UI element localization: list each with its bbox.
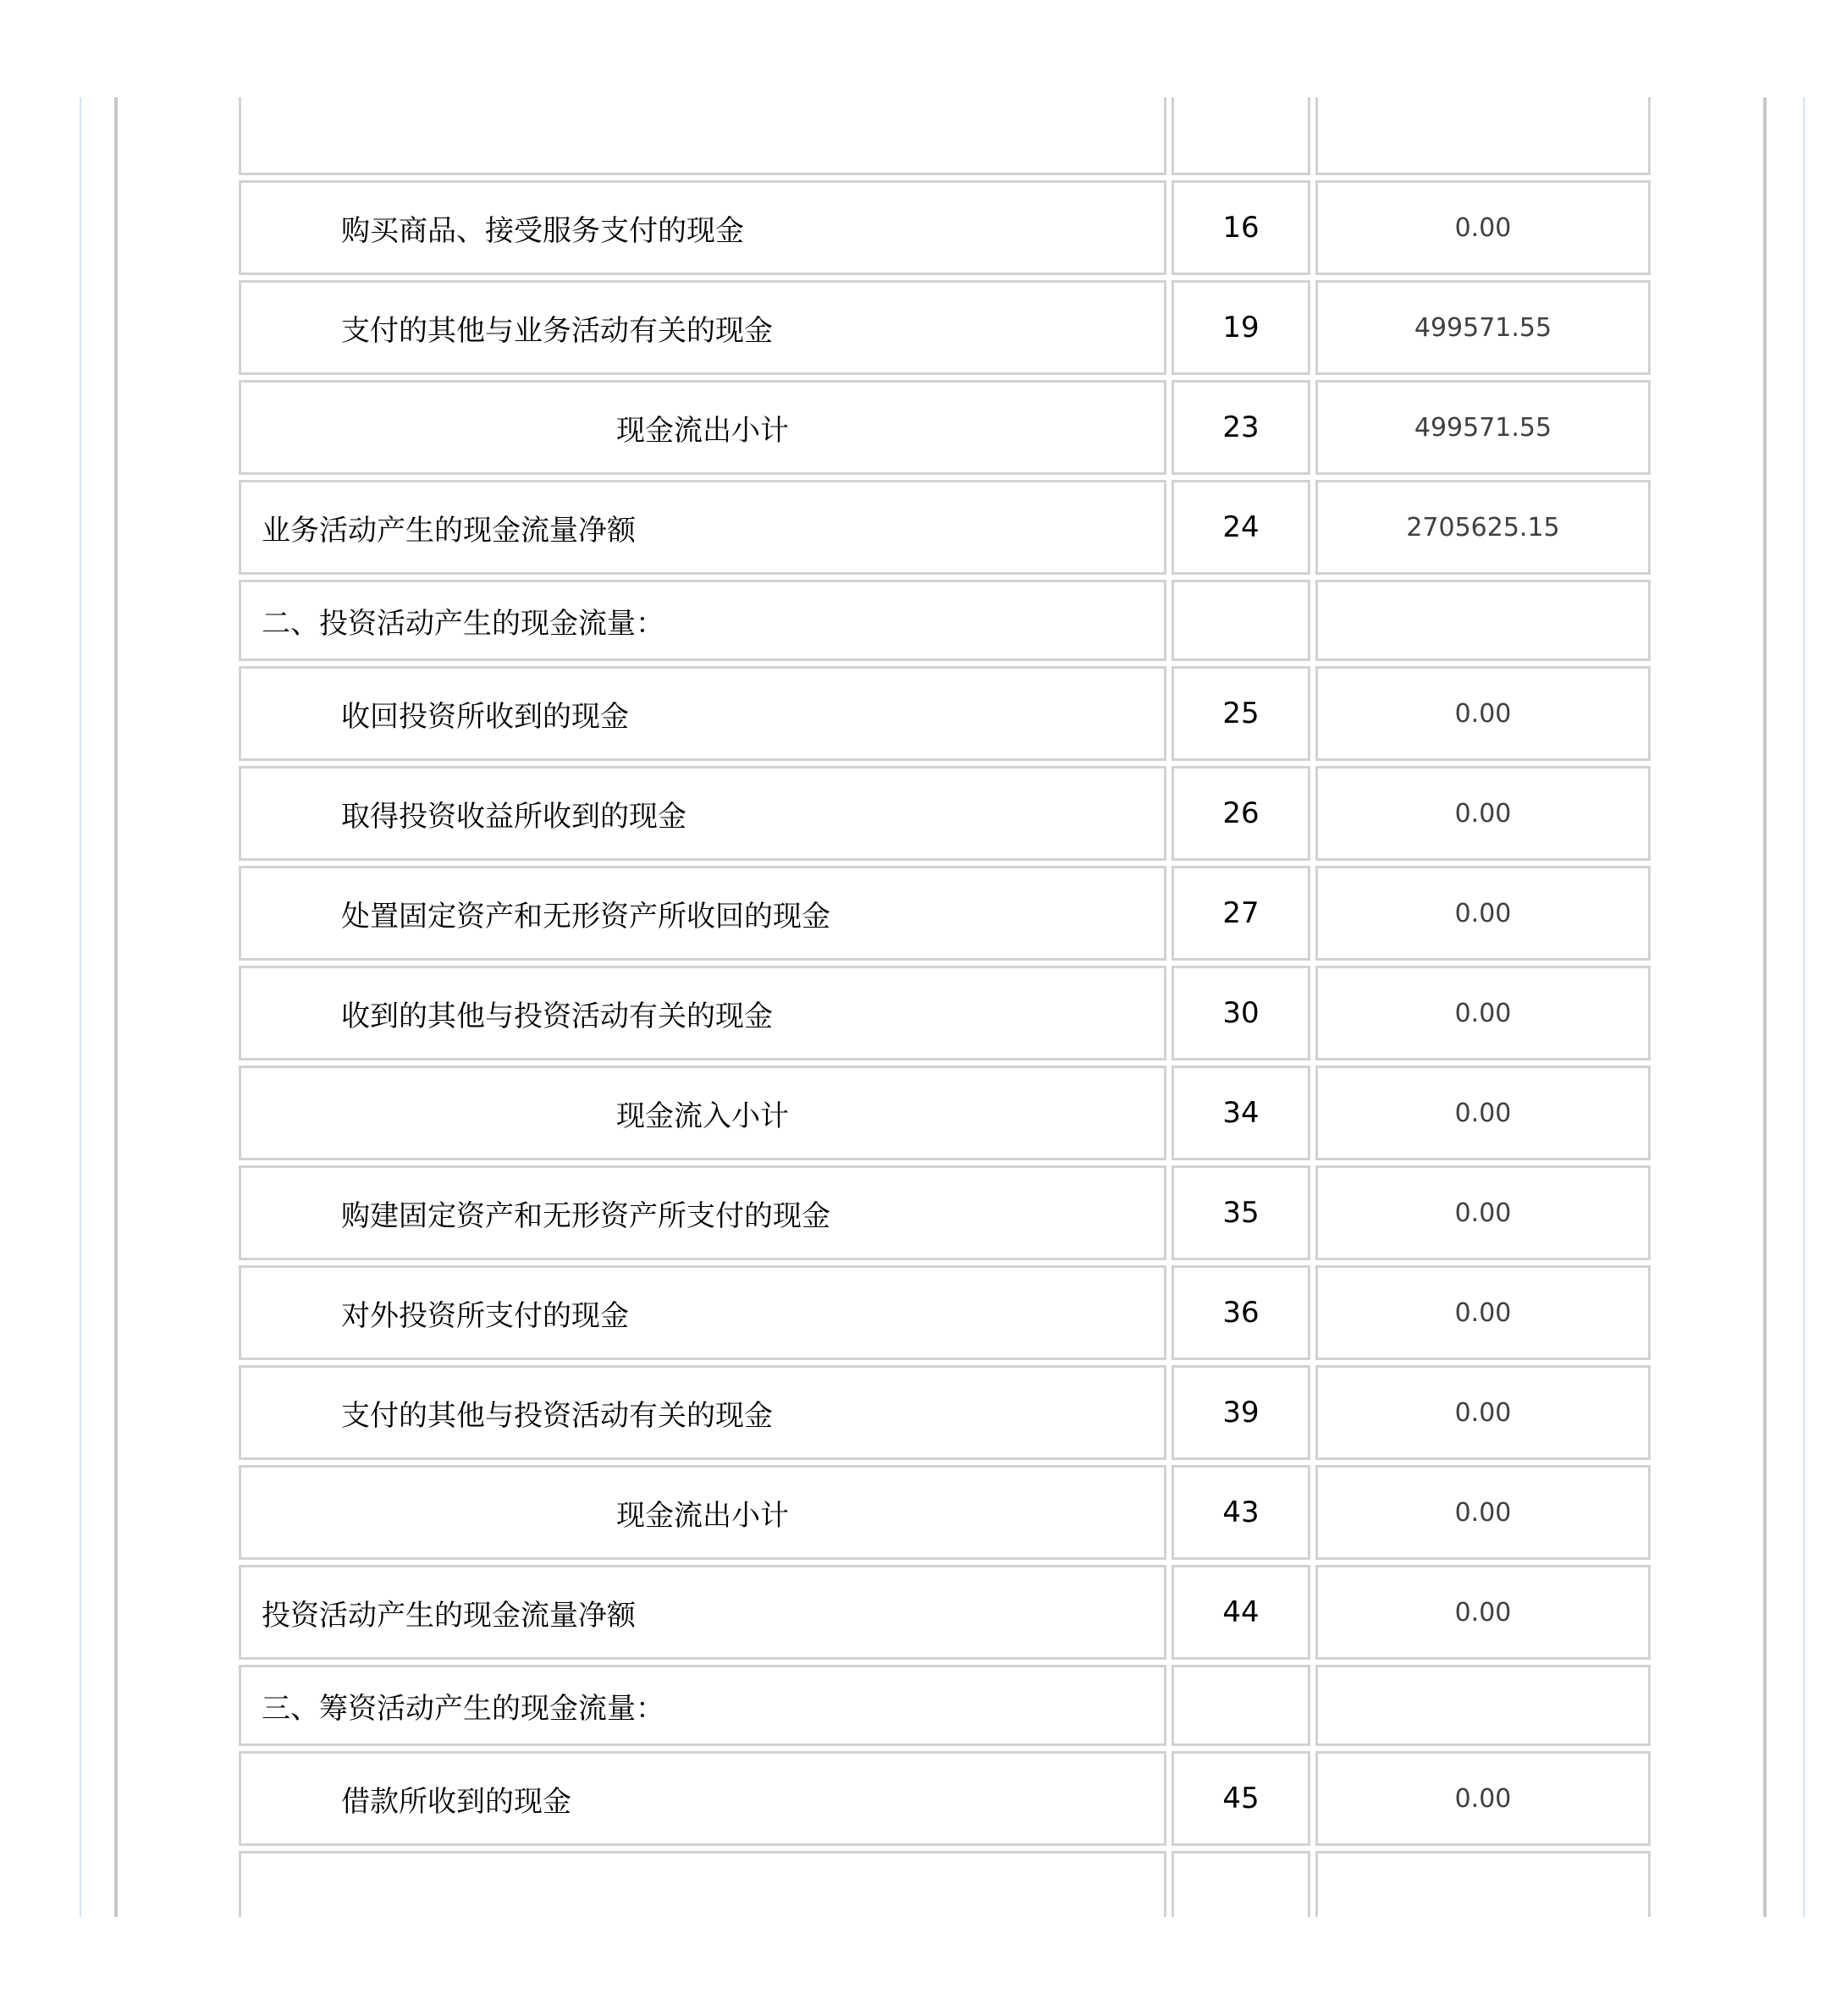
line-number-cell xyxy=(1172,1665,1310,1746)
table-row xyxy=(239,97,1651,175)
table-row xyxy=(239,766,1651,861)
amount-cell: 0.00 xyxy=(1315,1365,1651,1460)
item-cell: 取得投资收益所收到的现金 xyxy=(239,766,1166,861)
table-row xyxy=(239,666,1651,761)
item-cell xyxy=(239,97,1166,175)
line-number-cell xyxy=(1172,580,1310,661)
cash-flow-table-viewport xyxy=(234,97,1656,1917)
line-number-cell xyxy=(1172,1851,1310,1917)
table-row xyxy=(239,1565,1651,1660)
line-number-cell: 16 xyxy=(1172,180,1310,275)
table-row xyxy=(239,580,1651,661)
line-number-cell: 30 xyxy=(1172,966,1310,1060)
item-cell xyxy=(239,1851,1166,1917)
amount-cell: 0.00 xyxy=(1315,180,1651,275)
amount-cell: 0.00 xyxy=(1315,766,1651,861)
table-row xyxy=(239,1365,1651,1460)
line-number-cell: 27 xyxy=(1172,866,1310,961)
item-cell: 三、筹资活动产生的现金流量： xyxy=(239,1665,1166,1746)
item-cell: 现金流出小计 xyxy=(239,1465,1166,1560)
amount-cell: 0.00 xyxy=(1315,1565,1651,1660)
amount-cell: 499571.55 xyxy=(1315,280,1651,375)
line-number-cell: 45 xyxy=(1172,1751,1310,1846)
table-row xyxy=(239,1066,1651,1160)
page-border-left xyxy=(80,97,81,1917)
line-number-cell: 36 xyxy=(1172,1265,1310,1360)
item-cell: 对外投资所支付的现金 xyxy=(239,1265,1166,1360)
amount-cell: 499571.55 xyxy=(1315,380,1651,475)
line-number-cell: 26 xyxy=(1172,766,1310,861)
item-cell: 支付的其他与投资活动有关的现金 xyxy=(239,1365,1166,1460)
item-cell: 支付的其他与业务活动有关的现金 xyxy=(239,280,1166,375)
table-row xyxy=(239,866,1651,961)
amount-cell: 0.00 xyxy=(1315,1751,1651,1846)
item-cell: 二、投资活动产生的现金流量： xyxy=(239,580,1166,661)
amount-cell: 0.00 xyxy=(1315,1265,1651,1360)
cash-flow-table-body xyxy=(239,97,1651,1917)
amount-cell: 0.00 xyxy=(1315,1066,1651,1160)
table-row xyxy=(239,1665,1651,1746)
line-number-cell xyxy=(1172,97,1310,175)
amount-cell xyxy=(1315,1851,1651,1917)
line-number-cell: 39 xyxy=(1172,1365,1310,1460)
item-cell: 投资活动产生的现金流量净额 xyxy=(239,1565,1166,1660)
line-number-cell: 19 xyxy=(1172,280,1310,375)
table-row xyxy=(239,480,1651,575)
item-cell: 购买商品、接受服务支付的现金 xyxy=(239,180,1166,275)
item-cell: 收回投资所收到的现金 xyxy=(239,666,1166,761)
amount-cell xyxy=(1315,1665,1651,1746)
item-cell: 现金流出小计 xyxy=(239,380,1166,475)
item-cell: 业务活动产生的现金流量净额 xyxy=(239,480,1166,575)
item-cell: 现金流入小计 xyxy=(239,1066,1166,1160)
amount-cell xyxy=(1315,580,1651,661)
line-number-cell: 25 xyxy=(1172,666,1310,761)
table-row xyxy=(239,1465,1651,1560)
content-border-right xyxy=(1763,97,1767,1917)
item-cell: 收到的其他与投资活动有关的现金 xyxy=(239,966,1166,1060)
item-cell: 购建固定资产和无形资产所支付的现金 xyxy=(239,1165,1166,1260)
line-number-cell: 35 xyxy=(1172,1165,1310,1260)
line-number-cell: 43 xyxy=(1172,1465,1310,1560)
item-cell: 处置固定资产和无形资产所收回的现金 xyxy=(239,866,1166,961)
table-row xyxy=(239,280,1651,375)
amount-cell: 0.00 xyxy=(1315,666,1651,761)
item-cell: 借款所收到的现金 xyxy=(239,1751,1166,1846)
amount-cell: 0.00 xyxy=(1315,866,1651,961)
line-number-cell: 34 xyxy=(1172,1066,1310,1160)
page-border-right xyxy=(1803,97,1805,1917)
amount-cell xyxy=(1315,97,1651,175)
table-row xyxy=(239,966,1651,1060)
cash-flow-table xyxy=(234,97,1656,1917)
amount-cell: 0.00 xyxy=(1315,966,1651,1060)
amount-cell: 0.00 xyxy=(1315,1465,1651,1560)
table-row xyxy=(239,380,1651,475)
line-number-cell: 23 xyxy=(1172,380,1310,475)
amount-cell: 2705625.15 xyxy=(1315,480,1651,575)
line-number-cell: 44 xyxy=(1172,1565,1310,1660)
content-border-left xyxy=(114,97,118,1917)
table-row xyxy=(239,1265,1651,1360)
table-row xyxy=(239,1851,1651,1917)
table-row xyxy=(239,1165,1651,1260)
table-row xyxy=(239,1751,1651,1846)
line-number-cell: 24 xyxy=(1172,480,1310,575)
table-row xyxy=(239,180,1651,275)
amount-cell: 0.00 xyxy=(1315,1165,1651,1260)
